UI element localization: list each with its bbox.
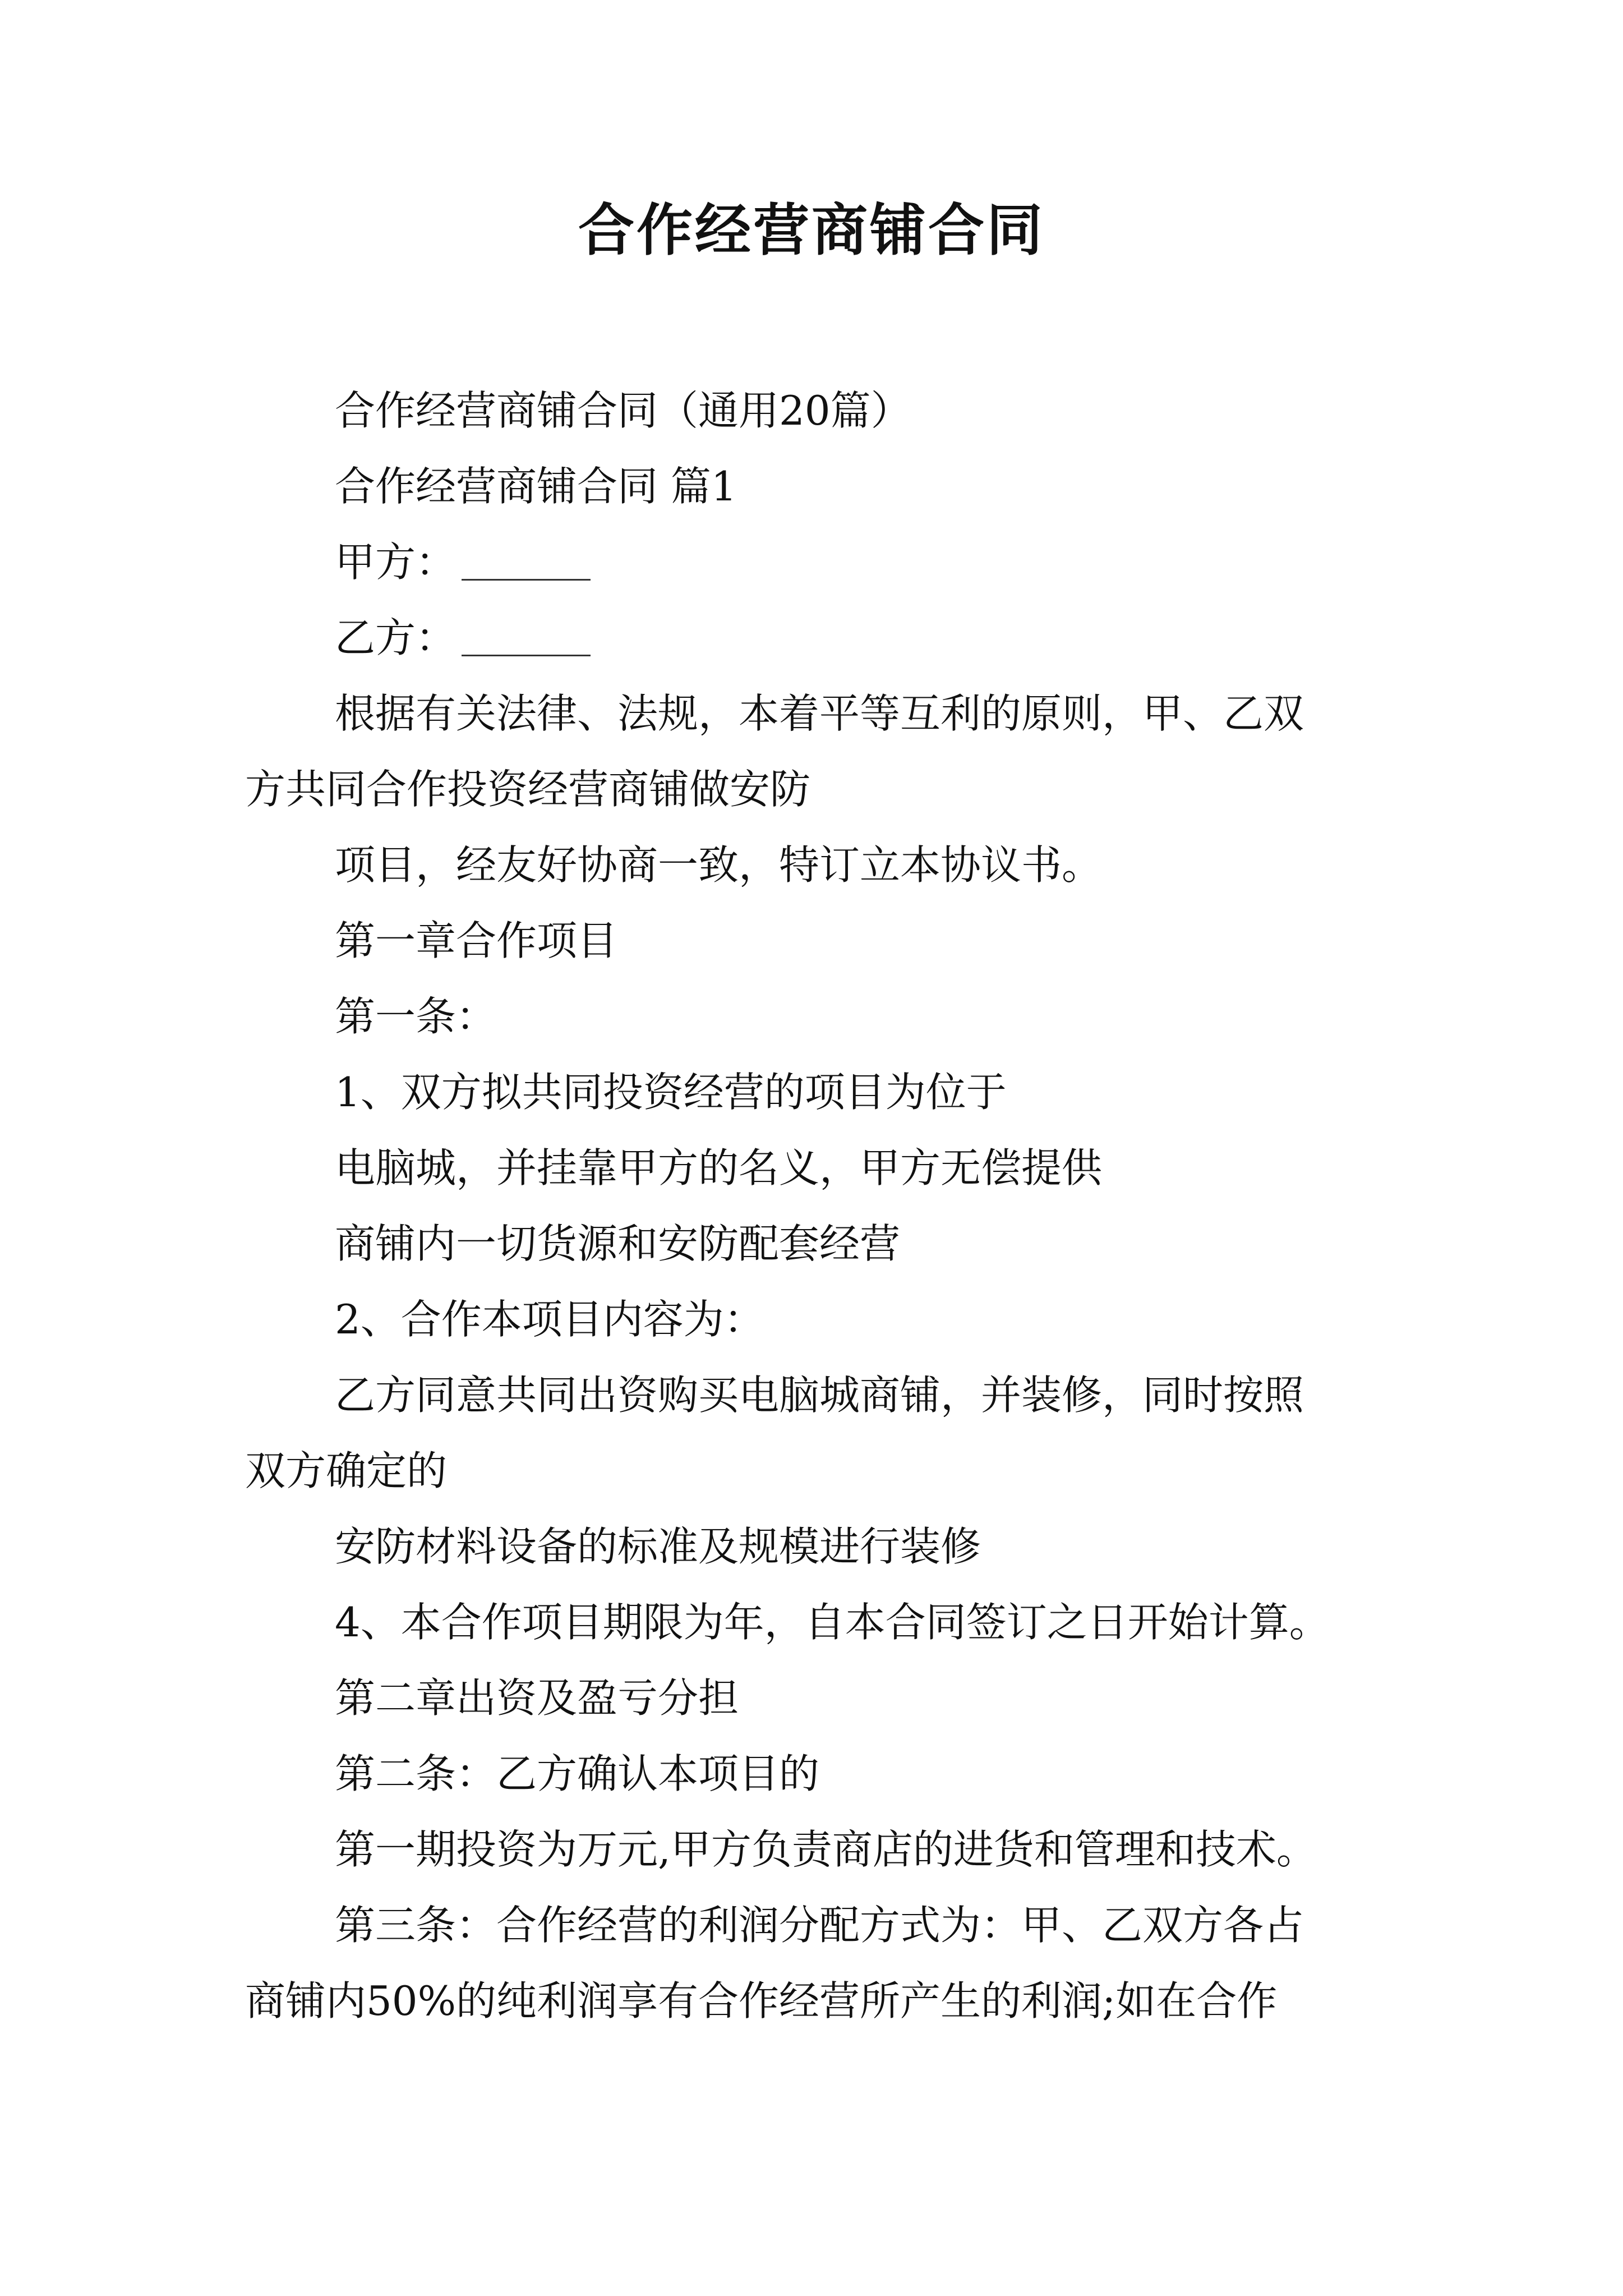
chapter-heading: 第二章出资及盈亏分担: [335, 1674, 739, 1722]
paragraph-line: 安防材料设备的标准及规模进行装修: [335, 1523, 981, 1570]
paragraph-line: 项目，经友好协商一致，特订立本协议书。: [335, 841, 1103, 889]
party-b-blank: [462, 614, 591, 656]
paragraph-line: 第一期投资为万元,甲方负责商店的进货和管理和技术。: [335, 1826, 1317, 1873]
paragraph-line: 第三条：合作经营的利润分配方式为：甲、乙双方各占: [335, 1902, 1304, 1949]
paragraph-line: 电脑城，并挂靠甲方的名义，甲方无偿提供: [335, 1144, 1103, 1191]
paragraph-line: 根据有关法律、法规，本着平等互利的原则，甲、乙双: [335, 690, 1304, 737]
paragraph-line: 乙方同意共同出资购买电脑城商铺，并装修，同时按照: [335, 1372, 1304, 1419]
paragraph-line: 4、本合作项目期限为年，自本合同签订之日开始计算。: [335, 1599, 1330, 1646]
party-a-blank: [462, 539, 591, 581]
document-body: [245, 373, 1395, 2039]
article-heading: 第一条：: [335, 993, 497, 1040]
paragraph-line: 双方确定的: [245, 1447, 448, 1494]
party-b-line: 乙方：: [245, 600, 1395, 676]
document-title: 合作经营商铺合同: [578, 197, 1045, 263]
paragraph-line: 方共同合作投资经营商铺做安防: [245, 766, 811, 813]
chapter-heading: 第一章合作项目: [335, 917, 618, 964]
paragraph-line: 1、双方拟共同投资经营的项目为位于: [335, 1069, 1007, 1116]
paragraph-section-heading: 合作经营商铺合同 篇1: [335, 463, 737, 510]
paragraph-line: 商铺内一切货源和安防配套经营: [335, 1220, 901, 1267]
paragraph-line: 第二条：乙方确认本项目的: [335, 1750, 820, 1797]
paragraph-line: 商铺内50%的纯利润享有合作经营所产生的利润;如在合作: [245, 1977, 1278, 2024]
paragraph-line: 2、合作本项目内容为：: [335, 1296, 764, 1343]
paragraph-subtitle: 合作经营商铺合同（通用20篇）: [335, 387, 911, 434]
party-a-line: 甲方：: [245, 524, 1395, 600]
